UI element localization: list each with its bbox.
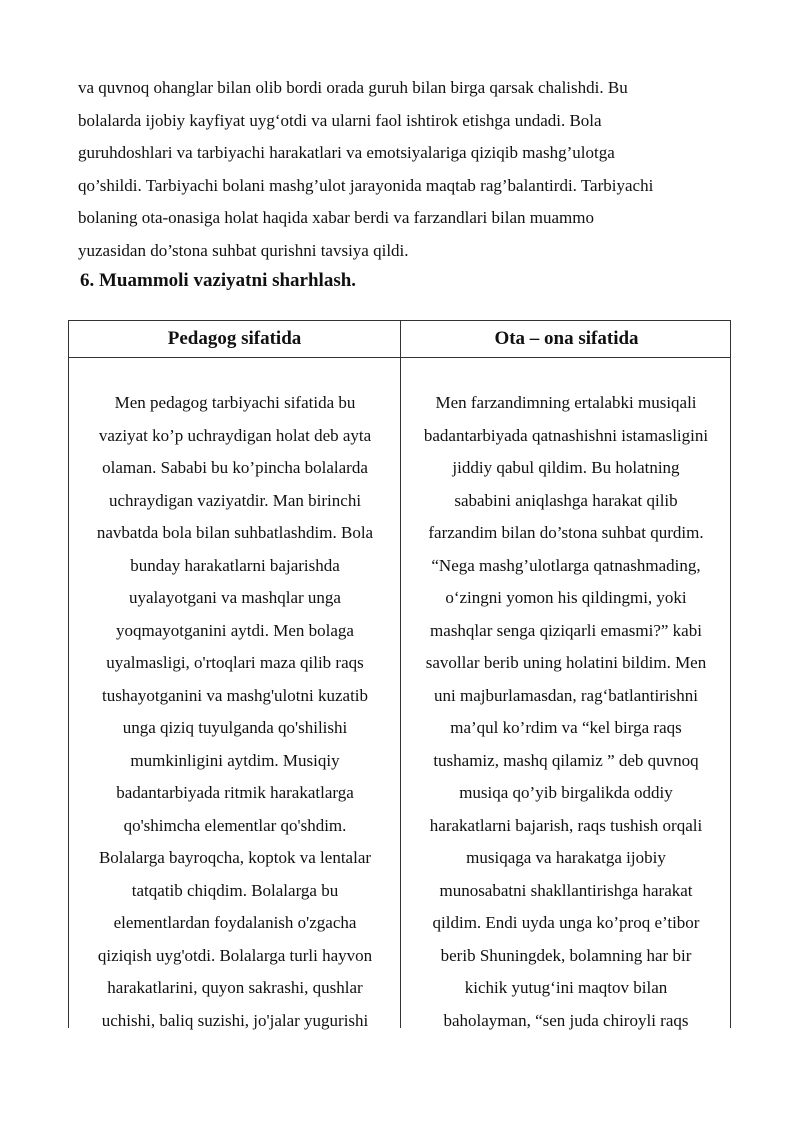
ota-ona-text-line: musiqaga va harakatga ijobiy — [466, 848, 666, 867]
ota-ona-text-line: kichik yutug‘ini maqtov bilan — [464, 978, 668, 997]
intro-paragraph — [78, 72, 738, 268]
pedagog-text-line: olaman. Sababi bu ko’pincha bolalarda — [102, 458, 368, 477]
pedagog-text-line: yoqmayotganini aytdi. Men bolaga — [116, 620, 354, 640]
ota-ona-text-line: jiddiy qabul qildim. Bu holatning — [452, 458, 680, 477]
pedagog-text-line: mumkinligini aytdim. Musiqiy — [130, 750, 340, 770]
pedagog-text-line: uchraydigan vaziyatdir. Man birinchi — [108, 490, 362, 510]
ota-ona-text-line: berib Shuningdek, bolamning har bir — [440, 945, 692, 965]
intro-line: va quvnoq ohanglar bilan olib bordi orada guruh bilan birga qarsak chalishdi. Bu — [78, 78, 628, 97]
intro-line: bolaning ota-onasiga holat haqida xabar berdi va farzandlari bilan muammo — [78, 208, 594, 228]
pedagog-text-line: unga qiziq tuyulganda qo'shilishi — [122, 718, 348, 737]
ota-ona-text-line: baholayman, “sen juda chiroyli raqs — [443, 1010, 689, 1030]
table-cell-ota-ona — [406, 387, 726, 1037]
ota-ona-text-line: savollar berib uning holatini bildim. Men — [425, 653, 707, 672]
intro-line: qo’shildi. Tarbiyachi bolani mashg’ulot jarayonida maqtab rag’balantirdi. Tarbiyachi — [78, 175, 654, 195]
ota-ona-text-line: qildim. Endi uyda unga ko’proq e’tibor — [432, 913, 700, 932]
ota-ona-text-line: tushamiz, mashq qilamiz ” deb quvnoq — [433, 750, 699, 770]
pedagog-text-line: elementlardan foydalanish o'zgacha — [113, 913, 357, 932]
table-header-separator — [69, 357, 730, 358]
pedagog-text-line: Men pedagog tarbiyachi sifatida bu — [114, 393, 356, 412]
ota-ona-text-line: uni majburlamasdan, rag‘batlantirishni — [434, 685, 698, 705]
intro-line: guruhdoshlari va tarbiyachi harakatlari va emotsiyalariga qiziqib mashg’ulotga — [78, 143, 615, 163]
pedagog-text-line: vaziyat ko’p uchraydigan holat deb ayta — [98, 425, 372, 445]
pedagog-text-line: tushayotganini va mashg'ulotni kuzatib — [101, 685, 369, 705]
table-header-ota-ona: Ota – ona sifatida — [494, 328, 639, 349]
pedagog-text-line: uyalmasligi, o'rtoqlari maza qilib raqs — [106, 653, 364, 672]
pedagog-text-line: tatqatib chiqdim. Bolalarga bu — [131, 880, 339, 900]
ota-ona-text-line: musiqa qo’yib birgalikda oddiy — [459, 783, 673, 802]
ota-ona-text-line: sababini aniqlashga harakat qilib — [454, 490, 678, 510]
ota-ona-text-line: ma’qul ko’rdim va “kel birga raqs — [450, 718, 682, 737]
ota-ona-text-line: “Nega mashg’ulotlarga qatnashmading, — [431, 555, 701, 575]
ota-ona-text-line: mashqlar senga qiziqarli emasmi?” kabi — [430, 620, 702, 640]
intro-line: bolalarda ijobiy kayfiyat uyg‘otdi va ularni faol ishtirok etishga undadi. Bola — [78, 110, 602, 130]
ota-ona-text-line: Men farzandimning ertalabki musiqali — [435, 393, 697, 412]
ota-ona-text-line: o‘zingni yomon his qildingmi, yoki — [445, 588, 687, 607]
intro-line: yuzasidan do’stona suhbat qurishni tavsiya qildi. — [78, 240, 409, 260]
table-column-divider — [400, 321, 401, 1028]
pedagog-text-line: badantarbiyada ritmik harakatlarga — [116, 783, 354, 802]
pedagog-text-line: navbatda bola bilan suhbatlashdim. Bola — [96, 523, 374, 542]
ota-ona-text-line: munosabatni shakllantirishga harakat — [439, 880, 693, 900]
ota-ona-text-line: farzandim bilan do’stona suhbat qurdim. — [428, 523, 704, 542]
table-cell-pedagog — [75, 387, 395, 1037]
pedagog-text-line: qo'shimcha elementlar qo'shdim. — [123, 815, 347, 835]
pedagog-text-line: harakatlarini, quyon sakrashi, qushlar — [107, 978, 363, 997]
pedagog-text-line: bunday harakatlarni bajarishda — [130, 555, 340, 575]
section-heading: 6. Muammoli vaziyatni sharhlash. — [80, 270, 357, 291]
table-header-pedagog: Pedagog sifatida — [167, 328, 302, 349]
pedagog-text-line: Bolalarga bayroqcha, koptok va lentalar — [98, 848, 372, 867]
pedagog-text-line: qiziqish uyg'otdi. Bolalarga turli hayvon — [97, 945, 373, 965]
comparison-table — [68, 320, 731, 1028]
ota-ona-text-line: harakatlarni bajarish, raqs tushish orqali — [429, 815, 703, 835]
ota-ona-text-line: badantarbiyada qatnashishni istamasligini — [423, 425, 709, 445]
pedagog-text-line: uchishi, baliq suzishi, jo'jalar yugurishi — [101, 1010, 369, 1030]
pedagog-text-line: uyalayotgani va mashqlar unga — [129, 588, 341, 607]
